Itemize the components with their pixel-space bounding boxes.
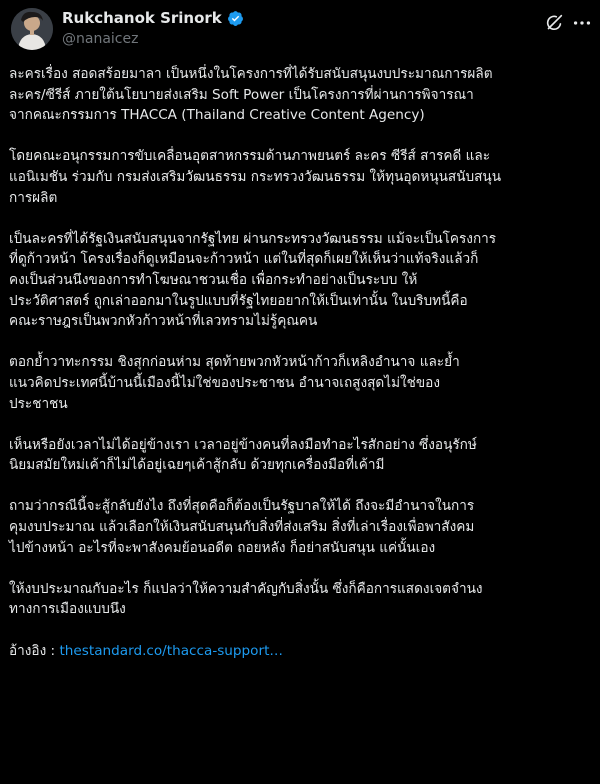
post-paragraph-4: ตอกย้ำวาทะกรรม ชิงสุกก่อนห่าม สุดท้ายพวกหัวหน้าก้าวก็เหลิงอำนาจ และย้ำ แนวคิดประเทศนี้บ้านนี้เมืองนี้ไม่ใช่ของประชาชน อำนาจเถสูงสุดไม่ใช่ของ ประชาชน xyxy=(9,354,460,412)
post-header xyxy=(0,0,600,56)
author-handle[interactable]: @nanaicez xyxy=(62,31,139,47)
post-paragraph-3: เป็นละครที่ได้รัฐเงินสนับสนุนจากรัฐไทย ผ่านกระทรวงวัฒนธรรม แม้จะเป็นโครงการ ที่ดูก้าวหน้า โครงเรื่องก็ดูเหมือนจะก้าวหน้า แต่ในที่สุดก็เผยให้เห็นว่าแท้จริงแล้วก็ คงเป็นส่วนนึงของการทำโฆษณาชวนเชื่อ เพื่อกระทำอย่างเป็นระบบ ให้ ประวัติศาสตร์ ถูกเล่าออกมาในรูปแบบที่รัฐไทยอยากให้เป็นเท่านั้น ในบริบทนี้คือ คณะราษฎรเป็นพวกหัวก้าวหน้าที่เลวทรามไม่รู้คุณคน xyxy=(9,230,497,330)
post-text xyxy=(9,64,595,661)
more-options-icon[interactable] xyxy=(571,12,593,34)
grok-icon[interactable] xyxy=(543,12,565,34)
reference-line xyxy=(9,641,595,662)
verified-badge-icon xyxy=(227,10,244,27)
avatar-image xyxy=(11,8,53,50)
avatar[interactable] xyxy=(11,8,53,50)
reference-link[interactable]: thestandard.co/thacca-support… xyxy=(59,642,284,659)
author-display-name[interactable]: Rukchanok Srinork xyxy=(62,9,222,27)
author-name-row xyxy=(62,9,244,27)
post-paragraph-7: ให้งบประมาณกับอะไร ก็แปลว่าให้ความสำคัญกับสิ่งนั้น ซึ่งก็คือการแสดงเจตจำนง ทางการเมืองแบบนึง xyxy=(9,580,483,618)
reference-label: อ้างอิง : xyxy=(9,642,60,659)
post-paragraph-1: ละครเรื่อง สอดสร้อยมาลา เป็นหนึ่งในโครงการที่ได้รับสนับสนุนงบประมาณการผลิต ละคร/ซีรีส์ ภายใต้นโยบายส่งเสริม Soft Power เป็นโครงการที่ผ่านการพิจารณา จากคณะกรรมการ THACCA (Thailand Creative Content Agency) xyxy=(9,66,493,124)
post-paragraph-6: ถามว่ากรณีนี้จะสู้กลับยังไง ถึงที่สุดคือก็ต้องเป็นรัฐบาลให้ได้ ถึงจะมีอำนาจในการ คุมงบประมาณ แล้วเลือกให้เงินสนับสนุนกับสิ่งที่ส่งเสริม สิ่งที่เล่าเรื่องเพื่อพาสังคม ไปข้างหน้า อะไรที่จะพาสังคมย้อนอดีต ถอยหลัง ก็อย่าสนับสนุน แค่นั้นเอง xyxy=(9,498,475,556)
post-paragraph-5: เห็นหรือยังเวลาไม่ได้อยู่ข้างเรา เวลาอยู่ข้างคนที่ลงมือทำอะไรสักอย่าง ซึ่งอนุรักษ์ นิยมสมัยใหม่เค้าก็ไม่ได้อยู่เฉยๆเค้าสู้กลับ ด้วยทุกเครื่องมือที่เค้ามี xyxy=(9,436,477,474)
post-paragraph-2: โดยคณะอนุกรรมการขับเคลื่อนอุตสาหกรรมด้านภาพยนตร์ ละคร ซีรีส์ สารคดี และ แอนิเมชัน ร่วมกับ กรมส่งเสริมวัฒนธรรม กระทรวงวัฒนธรรม ให้ทุนอุดหนุนสนับสนุน การผลิต xyxy=(9,148,502,206)
